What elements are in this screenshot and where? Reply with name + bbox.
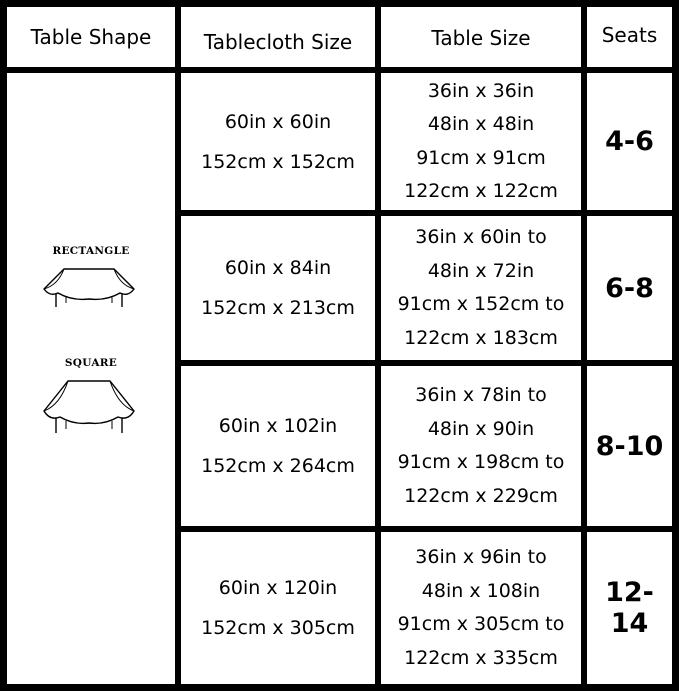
row-3-cloth-metric: 152cm x 264cm (201, 455, 355, 477)
row-3-tablecloth-size (181, 366, 375, 526)
rectangle-label: RECTANGLE (52, 245, 130, 257)
square-table-icon (34, 375, 144, 441)
row-2-table-line-3: 91cm x 152cm to (397, 293, 565, 315)
header-tablecloth-size-label: Tablecloth Size (203, 30, 353, 54)
row-4-table-size (381, 532, 581, 684)
row-1-table-size (381, 73, 581, 210)
row-4-table-line-3: 91cm x 305cm to (397, 613, 565, 635)
row-1-seats (587, 73, 672, 210)
row-2-cloth-metric: 152cm x 213cm (201, 297, 355, 319)
row-1-table-line-4: 122cm x 122cm (404, 180, 558, 202)
square-label: SQUARE (64, 357, 118, 369)
row-1-cloth-metric: 152cm x 152cm (201, 150, 355, 173)
row-3-seats (587, 366, 672, 526)
header-table-size-label: Table Size (431, 26, 531, 50)
row-4-tablecloth-size (181, 532, 375, 684)
row-3-cloth-imperial: 60in x 102in (218, 415, 338, 437)
row-3-table-line-3: 91cm x 198cm to (397, 451, 565, 473)
row-1-table-line-1: 36in x 36in (427, 79, 535, 102)
row-3-table-line-1: 36in x 78in to (415, 384, 547, 406)
row-4-cloth-metric: 152cm x 305cm (201, 617, 355, 639)
row-3-table-size (381, 366, 581, 526)
header-table-size (381, 7, 581, 67)
row-2-seats-value: 6-8 (605, 272, 654, 304)
row-2-tablecloth-size (181, 216, 375, 360)
row-4-table-line-1: 36in x 96in to (415, 546, 547, 568)
row-4-cloth-imperial: 60in x 120in (218, 577, 338, 599)
row-4-seats-value: 12-14 (605, 577, 654, 639)
row-1-cloth-imperial: 60in x 60in (224, 110, 332, 133)
row-3-table-line-4: 122cm x 229cm (404, 484, 558, 507)
row-4-table-line-2: 48in x 108in (421, 579, 541, 602)
rectangle-table-icon (34, 263, 144, 313)
header-seats (587, 7, 672, 67)
row-3-table-line-2: 48in x 90in (427, 417, 535, 440)
header-tablecloth-size (181, 7, 375, 67)
header-table-shape-label: Table Shape (30, 25, 152, 49)
row-1-table-line-3: 91cm x 91cm (416, 146, 546, 169)
row-2-table-line-1: 36in x 60in to (415, 226, 547, 248)
row-2-table-line-2: 48in x 72in (427, 259, 535, 282)
row-2-table-size (381, 216, 581, 360)
row-2-seats (587, 216, 672, 360)
row-1-seats-value: 4-6 (605, 126, 654, 157)
header-seats-label: Seats (601, 22, 658, 47)
row-4-seats (587, 532, 672, 684)
row-4-table-line-4: 122cm x 335cm (404, 646, 558, 669)
header-table-shape (7, 7, 175, 67)
row-1-tablecloth-size (181, 73, 375, 210)
row-2-table-line-4: 122cm x 183cm (404, 326, 558, 349)
row-2-cloth-imperial: 60in x 84in (224, 257, 332, 279)
shape-column (7, 73, 175, 684)
row-1-table-line-2: 48in x 48in (427, 113, 535, 135)
row-3-seats-value: 8-10 (595, 430, 664, 462)
